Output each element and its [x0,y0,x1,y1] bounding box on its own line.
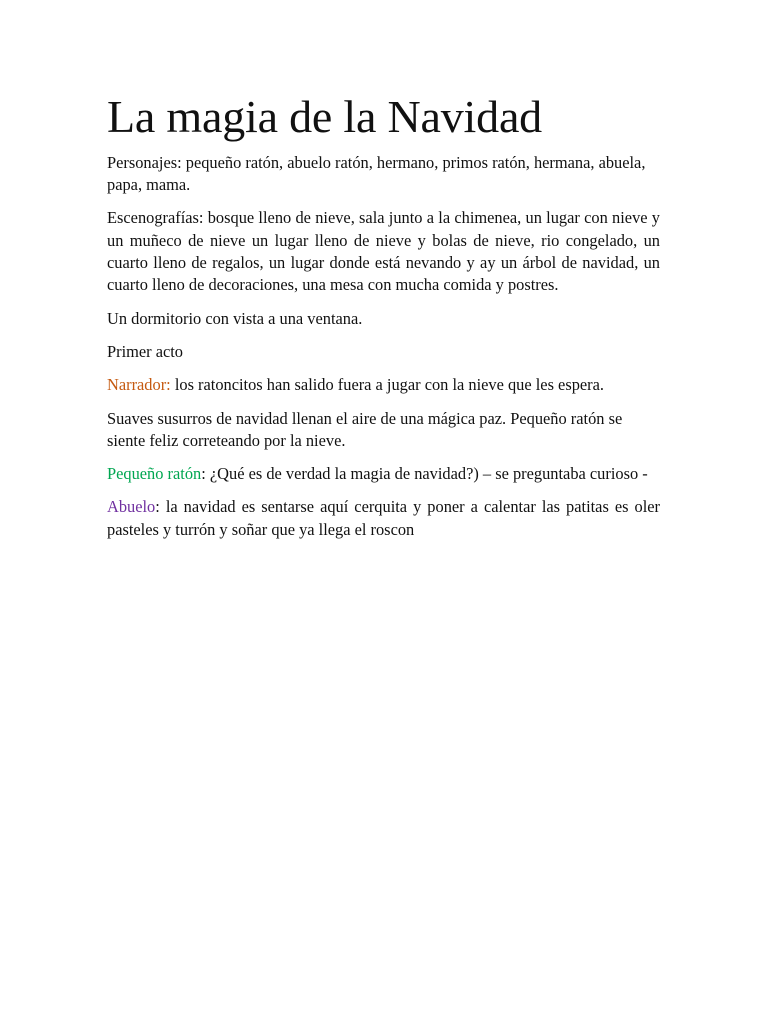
line-text: Suaves susurros de navidad llenan el aire de una mágica paz. Pequeño ratón se siente feliz correteando por la nieve. [107,408,623,450]
line-text: : la navidad es sentarse aquí cerquita y poner a calentar las patitas es oler pasteles y turrón y soñar que ya llega el roscon [107,497,660,539]
line-text: : ¿Qué es de verdad la magia de navidad?) – se preguntaba curioso - [201,464,648,484]
speaker-pequeno-raton: Pequeño ratón [107,464,202,484]
document-title: La magia de la Navidad [107,91,542,142]
bedroom-paragraph: Un dormitorio con vista a una ventana. [107,308,363,328]
speaker-abuelo: Abuelo [107,497,156,517]
characters-paragraph: Personajes: pequeño ratón, abuelo ratón, hermano, primos ratón, hermana, abuela, papa, mama. [107,152,646,195]
line-text: los ratoncitos han salido fuera a jugar con la nieve que les espera. [170,375,604,395]
narration-paragraph [107,408,660,453]
act-heading: Primer acto [107,341,184,361]
dialogue-line-narrator [107,374,660,396]
speaker-narrator: Narrador: [107,375,171,395]
dialogue-line-abuelo [107,496,660,541]
dialogue-line-pequeno-raton [107,463,660,485]
sets-paragraph: Escenografías: bosque lleno de nieve, sala junto a la chimenea, un lugar con nieve y un muñeco de nieve un lugar lleno de nieve y bolas de nieve, rio congelado, un cuarto lleno de regalos, un lugar donde está nevando y ay un árbol de navidad, un cuarto lleno de decoraciones, una mesa con mucha comida y postres. [107,208,660,295]
